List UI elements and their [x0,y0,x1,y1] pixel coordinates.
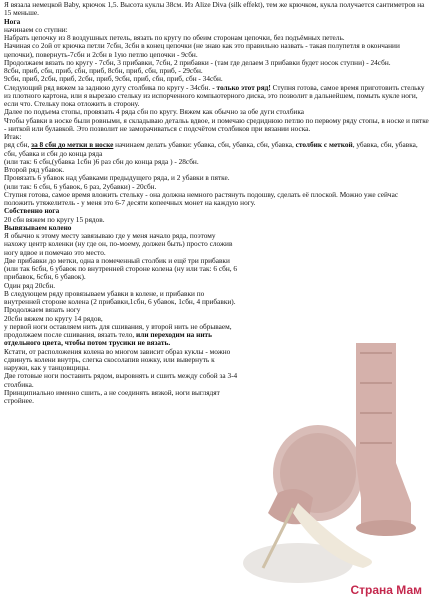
text-run: начинаем делать убавки: убавка, сбн, убавка, сбн, убавка, [113,140,296,150]
photo-illustration [238,323,428,605]
text-run: за 8 сбн до метки в носке [31,140,114,150]
left-text-column [4,207,239,405]
paragraph-q10 [4,372,239,389]
text-run: 20сбн вяжем по кругу 14 рядов, [4,313,103,323]
paragraph-q8 [4,323,239,348]
text-run: Следующий ряд вяжем за заднюю дугу столбика по кругу - 34сбн. [4,82,213,92]
text-run: Провязать 6 убавок над убавками предыдущего ряда, и 2 убавки в пятке. [4,173,230,183]
text-run: Я обычно к этому месту завязываю где у меня начало ряда, поэтому нахожу центр коленки (ну где он, по-моему, должен быть) просто сложив ногу вдвое и помечаю это место. [4,231,233,257]
paragraph-p6 [4,84,429,109]
text-run: 20 сбн вяжем по кругу 15 рядов. [4,214,105,224]
paragraph-p14 [4,191,429,208]
text-run: у первой ноги оставляем нить для сшивания, у второй нить не обрываем, продолжаем после сшивания, вязать тело, [4,321,232,339]
text-run: В следующем ряду провязываем убавки в колене, и прибавки по внутренней стороне колена (2 прибавки,1сбн, 6 убавок, 1сбн, 4 прибавки). [4,288,236,306]
paragraph-q9 [4,348,239,373]
text-run: - только этот ряд! [212,82,271,92]
text-run: Две готовые ноги поставить рядом, выровнять и сшить между собой за 3-4 столбика. [4,371,238,389]
text-run: Чтобы убавки в носке были ровными, я складываю детальь вдвое, и помечаю средиднюю петлю по первому ряду стопы, в носке и пятке - ниткой или булавкой. Это позволит не заморачиваться с подсчётом столбиков при вязании носка. [4,115,429,133]
text-run: (или так: 6 сбн,(убавка 1сбн )6 раз сбн до конца ряда ) - 28сбн. [4,156,199,166]
text-run: Продолжаем вязать по кругу - 7сбн, 3 прибавки, 7сбн, 2 прибавки - (там где делаем 3 прибавки будет носок ступни) - 24сбн. [4,57,391,67]
text-run: Кстати, от расположения колена во многом зависит образ куклы - можно сдвинуть колени внутрь, слегка скосолапив ножку, или вывернуть к наружи, как у танцовщицы. [4,346,231,372]
paragraph-p2 [4,42,429,59]
text-run: Продолжаем вязать ногу [4,305,81,315]
paragraph-q3 [4,257,239,282]
text-run: Ступня готова, самое время вложить стельку - она должна немного растянуть подошву, сделать её плоской. Можно уже сейчас положить утяжелитель - у меня это 6-7 десяти копеечных монет на каждую ногу. [4,189,399,207]
text-run: Начиная со 2ой от крючка петли 7сбн, 3сбн в конец цепочки (не знаю как это правильно назвать - такая полупетля в окончании цепочки), повернуть-7сбн и 2сбн в 1ую петлю цепочки - 9сбн. [4,41,400,59]
text-run: Ступня готова, самое время приготовить стельку из плотного картона, или я вырезаю стельку из испорченного компьютерного диска, это позволит в дальнейшем, помыть кукле ноги, если что. Стельку пока отложить в сторону. [4,82,425,108]
paragraph-p10 [4,158,429,166]
text-run: Вывязываем колено [4,222,72,232]
text-run: Итак: [4,132,22,141]
text-run: (или так: 6 сбн, 6 убавок, 6 раз, 2убавки) - 20сбн. [4,181,157,191]
site-logo: Страна Мам [350,583,422,597]
text-run: Собственно нога [4,206,60,216]
paragraph-h-nog [4,18,429,26]
paragraph-p9 [4,141,429,158]
text-run: Нога [4,16,21,26]
paragraph-intr [4,1,429,18]
text-run: Второй ряд убавок. [4,165,65,174]
text-run: Принципиально именно сшить, а не соединять вязкой, ноги выглядят стройнее. [4,387,220,405]
text-run: Далее по подъема стопы, провязать 4 ряда сбн по кругу. Вяжем как обычно за обе дуги столбика [4,107,304,117]
text-run: Набрать цепочку из 8 воздушных петель, вязать по кругу по обеим сторонам цепочки, без подъёмных петель. [4,33,345,42]
paragraph-q2 [4,232,239,257]
text-run: ряд сбн, [4,140,32,150]
text-run: Я вязала немецкой Baby, крючок 1,5. Высота куклы 38см. Из Alize Diva (silk effekt), тем же крючком, кукла получается сантиметров на 15 меньше. [4,0,425,18]
text-run: или переходим на нить отдельного цвета, чтобы потом трусики не вязать. [4,330,212,348]
paragraph-p8 [4,117,429,134]
text-run: 8сбн, приб, сбн, приб, сбн, приб, 8сбн, приб, сбн, приб, - 29сбн. [4,66,203,75]
text-run: Две прибавки до метки, одна в помеченный столбик и ещё три прибавки (или так 6сбн, 6 убавок по внутренней стороне колена (ну или так: 6 сбн, 6 прибавок, 6сбн, 6 убавок). [4,255,238,282]
text-run: , убавка, сбн, убавка, сбн, убавка и сбн до конца ряда [4,140,418,158]
text-run: Один ряд 20сбн. [4,280,56,290]
paragraph-q5 [4,290,239,307]
text-run: начинаем со ступни: [4,24,68,34]
knitted-doll-legs-photo [238,323,428,605]
paragraph-q11 [4,389,239,406]
text-run: 9сбн, приб, 2сбн, приб, 2сбн, приб, 9сбн, приб, сбн, приб, сбн - 34сбн. [4,74,223,84]
text-run: столбик с меткой [295,140,353,150]
